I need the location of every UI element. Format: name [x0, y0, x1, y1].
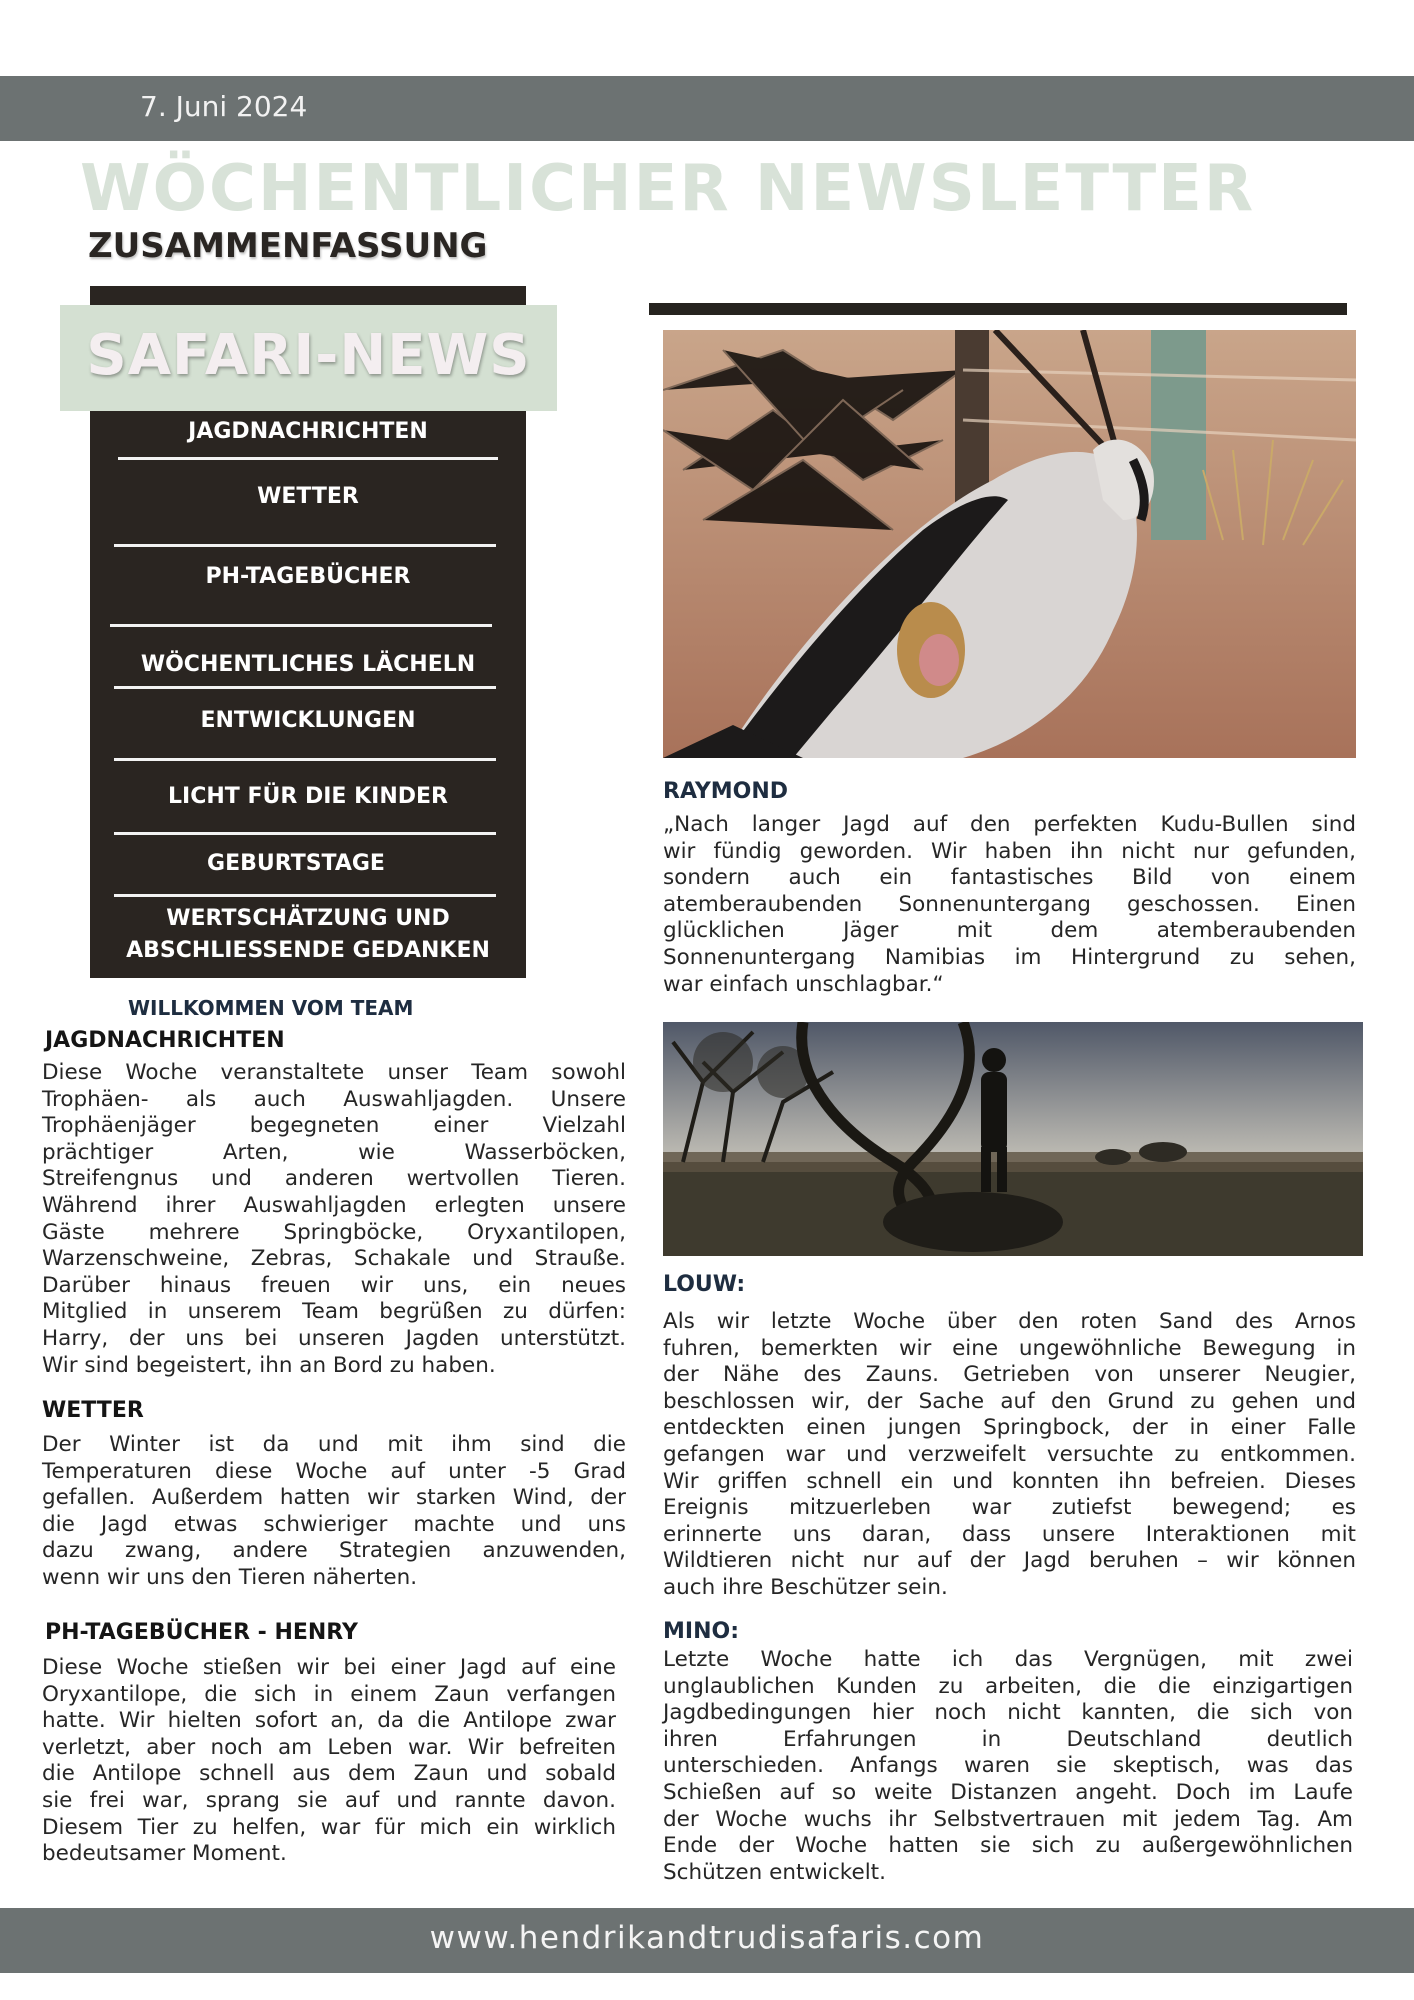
text-line: entdeckten einen jungen Springbock, der in einer Falle — [663, 1415, 1356, 1441]
text-line: Der Winter ist da und mit ihm sind die — [42, 1432, 626, 1457]
text-line: bedeutsamer Moment. — [42, 1841, 287, 1867]
text-line: war einfach unschlagbar.“ — [663, 971, 944, 997]
section-text-jagdnachrichten — [42, 1060, 626, 1379]
text-line: Letzte Woche hatte ich das Vergnügen, mit zwei — [663, 1647, 1353, 1672]
text-line: beschlossen wir, der Sache auf den Grund zu gehen und — [663, 1388, 1356, 1414]
text-line: die Antilope schnell aus dem Zaun und sobald — [42, 1761, 616, 1787]
text-line: atemberaubenden Sonnenuntergang geschossen. Einen — [663, 891, 1356, 917]
text-line: Darüber hinaus freuen wir uns, ein neues — [42, 1272, 626, 1298]
text-line: erinnerte uns daran, dass unsere Interaktionen mit — [663, 1521, 1356, 1547]
menu-item-abschliessende-gedanken[interactable]: ABSCHLIESSENDE GEDANKEN — [126, 938, 490, 963]
oryx-fence-photo — [663, 330, 1356, 758]
section-text-ph-tagebuecher — [42, 1655, 616, 1868]
menu-divider — [114, 758, 496, 761]
section-text-louw — [663, 1309, 1356, 1602]
text-line: Oryxantilope, die sich in einem Zaun verfangen — [42, 1681, 616, 1707]
text-line: gefangen war und verzweifelt versuchte zu entkommen. — [663, 1441, 1356, 1467]
text-line: hatte. Wir hielten sofort an, da die Antilope zwar — [42, 1708, 616, 1734]
text-line: Trophäen- als auch Auswahljagden. Unsere — [42, 1086, 626, 1112]
safari-news-label: SAFARI-NEWS — [86, 323, 531, 388]
text-line: dazu zwang, andere Strategien anzuwenden, — [42, 1538, 626, 1564]
text-line: Schützen entwickelt. — [663, 1859, 886, 1885]
text-line: ihren Erfahrungen in Deutschland deutlich — [663, 1726, 1353, 1752]
welcome-line: WILLKOMMEN VOM TEAM — [128, 996, 414, 1020]
section-heading-wetter: WETTER — [42, 1398, 144, 1423]
footer-bar — [0, 1908, 1414, 1973]
menu-item-woechentliches-laecheln[interactable]: WÖCHENTLICHES LÄCHELN — [140, 652, 476, 677]
text-line: Wir griffen schnell ein und konnten ihn befreien. Dieses — [663, 1468, 1356, 1494]
text-line: Wir sind begeistert, ihn an Bord zu haben. — [42, 1352, 496, 1378]
text-line: Temperaturen diese Woche auf unter -5 Grad — [42, 1458, 626, 1484]
menu-item-wertschaetzung[interactable]: WERTSCHÄTZUNG UND — [166, 906, 450, 931]
text-line: verletzt, aber noch am Leben war. Wir befreiten — [42, 1734, 616, 1760]
safari-news-badge — [60, 305, 557, 411]
text-line: wenn wir uns den Tieren näherten. — [42, 1564, 418, 1590]
text-line: wir fündig geworden. Wir haben ihn nicht nur gefunden, — [663, 838, 1356, 864]
text-line: Mitglied in unserem Team begrüßen zu dürfen: — [42, 1299, 626, 1325]
newsletter-title: WÖCHENTLICHER NEWSLETTER — [80, 152, 1256, 226]
text-line: Diese Woche stießen wir bei einer Jagd auf eine — [42, 1655, 616, 1680]
text-line: der Nähe des Zauns. Getrieben von unserer Neugier, — [663, 1362, 1356, 1388]
menu-divider — [118, 457, 498, 460]
text-line: Schießen auf so weite Distanzen angeht. Doch im Laufe — [663, 1779, 1353, 1805]
menu-divider — [114, 832, 496, 835]
kudu-sunset-photo — [663, 1022, 1363, 1256]
text-line: Ereignis mitzuerleben war zutiefst bewegend; es — [663, 1495, 1356, 1521]
text-line: sondern auch ein fantastisches Bild von einem — [663, 865, 1356, 891]
text-line: unterschieden. Anfangs waren sie skeptisch, was das — [663, 1753, 1353, 1779]
section-text-raymond — [663, 812, 1356, 998]
menu-divider — [114, 686, 496, 689]
text-line: auch ihre Beschützer sein. — [663, 1574, 948, 1600]
date-bar — [0, 76, 1414, 141]
section-heading-raymond: RAYMOND — [663, 779, 789, 804]
column-divider-bar — [649, 303, 1347, 315]
text-line: prächtiger Arten, wie Wasserböcken, — [42, 1139, 626, 1165]
section-heading-louw: LOUW: — [663, 1272, 746, 1297]
text-line: Wildtieren nicht nur auf der Jagd beruhen – wir können — [663, 1548, 1356, 1574]
menu-divider — [110, 624, 492, 627]
text-line: Ende der Woche hatten sie sich zu außergewöhnlichen — [663, 1833, 1353, 1859]
text-line: Während ihrer Auswahljagden erlegten unsere — [42, 1192, 626, 1218]
text-line: fuhren, bemerkten wir eine ungewöhnliche Bewegung in — [663, 1335, 1356, 1361]
menu-item-wetter[interactable]: WETTER — [257, 484, 359, 509]
text-line: die Jagd etwas schwieriger machte und uns — [42, 1511, 626, 1537]
text-line: Jagdbedingungen hier noch nicht kannten, die sich von — [663, 1700, 1353, 1726]
website-link[interactable]: www.hendrikandtrudisafaris.com — [429, 1920, 985, 1956]
text-line: Warzenschweine, Zebras, Schakale und Strauße. — [42, 1246, 626, 1272]
menu-divider — [114, 544, 496, 547]
section-heading-jagdnachrichten: JAGDNACHRICHTEN — [45, 1028, 285, 1053]
menu-item-licht-fuer-die-kinder[interactable]: LICHT FÜR DIE KINDER — [168, 784, 448, 809]
menu-divider — [114, 894, 496, 897]
section-heading-ph-tagebuecher: PH-TAGEBÜCHER - HENRY — [45, 1620, 358, 1645]
text-line: Diese Woche veranstaltete unser Team sowohl — [42, 1060, 626, 1085]
section-heading-mino: MINO: — [663, 1619, 739, 1644]
section-text-mino — [663, 1647, 1353, 1886]
menu-item-ph-tagebuecher[interactable]: PH-TAGEBÜCHER — [205, 564, 411, 589]
text-line: unglaublichen Kunden zu arbeiten, die die einzigartigen — [663, 1673, 1353, 1699]
text-line: Streifengnus und anderen wertvollen Tieren. — [42, 1166, 626, 1192]
text-line: Gäste mehrere Springböcke, Oryxantilopen, — [42, 1219, 626, 1245]
text-line: sie frei war, sprang sie auf und rannte davon. — [42, 1787, 616, 1813]
newsletter-subtitle: ZUSAMMENFASSUNG — [88, 226, 488, 266]
menu-item-jagdnachrichten[interactable]: JAGDNACHRICHTEN — [188, 419, 428, 444]
menu-item-entwicklungen[interactable]: ENTWICKLUNGEN — [200, 708, 416, 733]
text-line: der Woche wuchs ihr Selbstvertrauen mit jedem Tag. Am — [663, 1806, 1353, 1832]
menu-item-geburtstage[interactable]: GEBURTSTAGE — [207, 851, 385, 876]
text-line: glücklichen Jäger mit dem atemberaubenden — [663, 918, 1356, 944]
text-line: Als wir letzte Woche über den roten Sand des Arnos — [663, 1309, 1356, 1334]
text-line: Diesem Tier zu helfen, war für mich ein wirklich — [42, 1814, 616, 1840]
text-line: Harry, der uns bei unseren Jagden unterstützt. — [42, 1325, 626, 1351]
text-line: „Nach langer Jagd auf den perfekten Kudu-Bullen sind — [663, 812, 1356, 837]
section-text-wetter — [42, 1432, 626, 1592]
text-line: Trophäenjäger begegneten einer Vielzahl — [42, 1113, 626, 1139]
text-line: Sonnenuntergang Namibias im Hintergrund zu sehen, — [663, 944, 1356, 970]
issue-date: 7. Juni 2024 — [140, 90, 308, 123]
text-line: gefallen. Außerdem hatten wir starken Wind, der — [42, 1485, 626, 1511]
